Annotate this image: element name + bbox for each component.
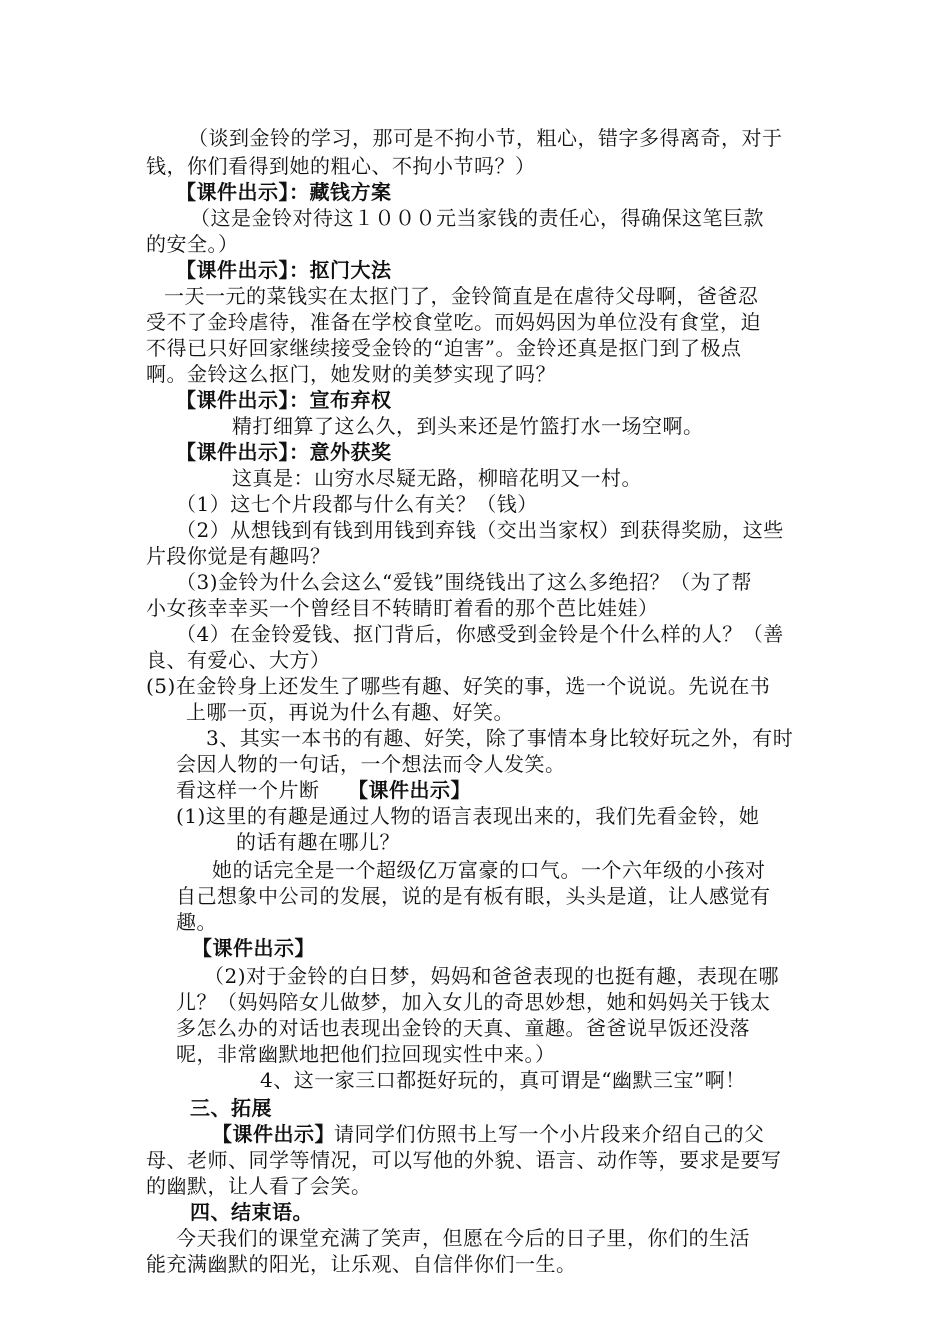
text-line: (1)这里的有趣是通过人物的语言表现出来的，我们先看金铃，她: [176, 804, 760, 828]
text-line: 小女孩幸幸买一个曾经目不转睛盯着看的那个芭比娃娃）: [146, 596, 659, 620]
text-line: 请同学们仿照书上写一个小片段来介绍自己的父: [334, 1122, 765, 1146]
text-line: （2）从想钱到有钱到用钱到弃钱（交出当家权）到获得奖励，这些: [176, 518, 784, 542]
text-line: 趣。: [176, 910, 217, 934]
text-line: 的幽默，让人看了会笑。: [146, 1174, 372, 1198]
text-line: （3)金铃为什么会这么“爱钱”围绕钱出了这么多绝招？（为了帮: [176, 570, 752, 594]
text-line: 精打细算了这么久，到头来还是竹篮打水一场空啊。: [232, 414, 704, 438]
text-line: 看这样一个片断: [176, 778, 320, 802]
text-line: 呢，非常幽默地把他们拉回现实性中来。）: [176, 1042, 556, 1066]
text-line: (5)在金铃身上还发生了哪些有趣、好笑的事，选一个说说。先说在书: [146, 674, 771, 698]
text-line: 3、其实一本书的有趣、好笑，除了事情本身比较好玩之外，有时: [206, 726, 794, 750]
text-line: 上哪一页，再说为什么有趣、好笑。: [186, 700, 514, 724]
text-line: （这是金铃对待这１０００元当家钱的责任心，得确保这笔巨款: [190, 206, 764, 230]
text-line: 能充满幽默的阳光，让乐观、自信伴你们一生。: [146, 1252, 577, 1276]
text-line: 受不了金玲虐待，准备在学校食堂吃。而妈妈因为单位没有食堂，迫: [146, 310, 761, 334]
text-line: 母、老师、同学等情况，可以写他的外貌、语言、动作等，要求是要写: [146, 1148, 782, 1172]
text-line: 钱，你们看得到她的粗心、不拘小节吗？）: [146, 154, 536, 178]
section-heading: 【课件出示】: [212, 1122, 335, 1146]
text-line: 良、有爱心、大方）: [146, 648, 331, 672]
section-heading: 【课件出示】: [192, 936, 315, 960]
section-heading: 三、拓展: [190, 1096, 272, 1120]
text-line: 会因人物的一句话，一个想法而令人发笑。: [176, 752, 566, 776]
text-line: （谈到金铃的学习，那可是不拘小节，粗心，错字多得离奇，对于: [188, 126, 783, 150]
text-line: 今天我们的课堂充满了笑声，但愿在今后的日子里，你们的生活: [176, 1226, 750, 1250]
section-heading: 【课件出示】: [348, 778, 471, 802]
text-line: 片段你觉是有趣吗？: [146, 544, 331, 568]
section-heading: 【课件出示】：抠门大法: [176, 258, 392, 282]
text-line: 儿？（妈妈陪女儿做梦，加入女儿的奇思妙想，她和妈妈关于钱太: [176, 990, 771, 1014]
text-line: 一天一元的菜钱实在太抠门了，金铃简直是在虐待父母啊，爸爸忍: [164, 284, 759, 308]
text-line: 4、这一家三口都挺好玩的，真可谓是“幽默三宝”啊！: [260, 1068, 746, 1092]
section-heading: 【课件出示】：宣布弃权: [176, 388, 392, 412]
section-heading: 四、结束语。: [190, 1200, 313, 1224]
text-line: （4）在金铃爱钱、抠门背后，你感受到金铃是个什么样的人？（善: [176, 622, 784, 646]
text-line: 她的话完全是一个超级亿万富豪的口气。一个六年级的小孩对: [212, 858, 766, 882]
text-line: 的安全。）: [146, 232, 239, 256]
text-line: 的话有趣在哪儿？: [236, 830, 400, 854]
text-line: 不得已只好回家继续接受金铃的“迫害”。金铃还真是抠门到了极点: [146, 336, 742, 360]
text-line: 多怎么办的对话也表现出金铃的天真、童趣。爸爸说早饭还没落: [176, 1016, 750, 1040]
text-line: 啊。金铃这么抠门，她发财的美梦实现了吗？: [146, 362, 556, 386]
text-line: 这真是：山穷水尽疑无路，柳暗花明又一村。: [232, 466, 642, 490]
text-line: （1）这七个片段都与什么有关？（钱）: [176, 492, 538, 516]
section-heading: 【课件出示】：意外获奖: [176, 440, 392, 464]
text-line: （2)对于金铃的白日梦，妈妈和爸爸表现的也挺有趣，表现在哪: [204, 964, 780, 988]
text-line: 自己想象中公司的发展，说的是有板有眼，头头是道，让人感觉有: [176, 884, 771, 908]
section-heading: 【课件出示】：藏钱方案: [176, 180, 392, 204]
